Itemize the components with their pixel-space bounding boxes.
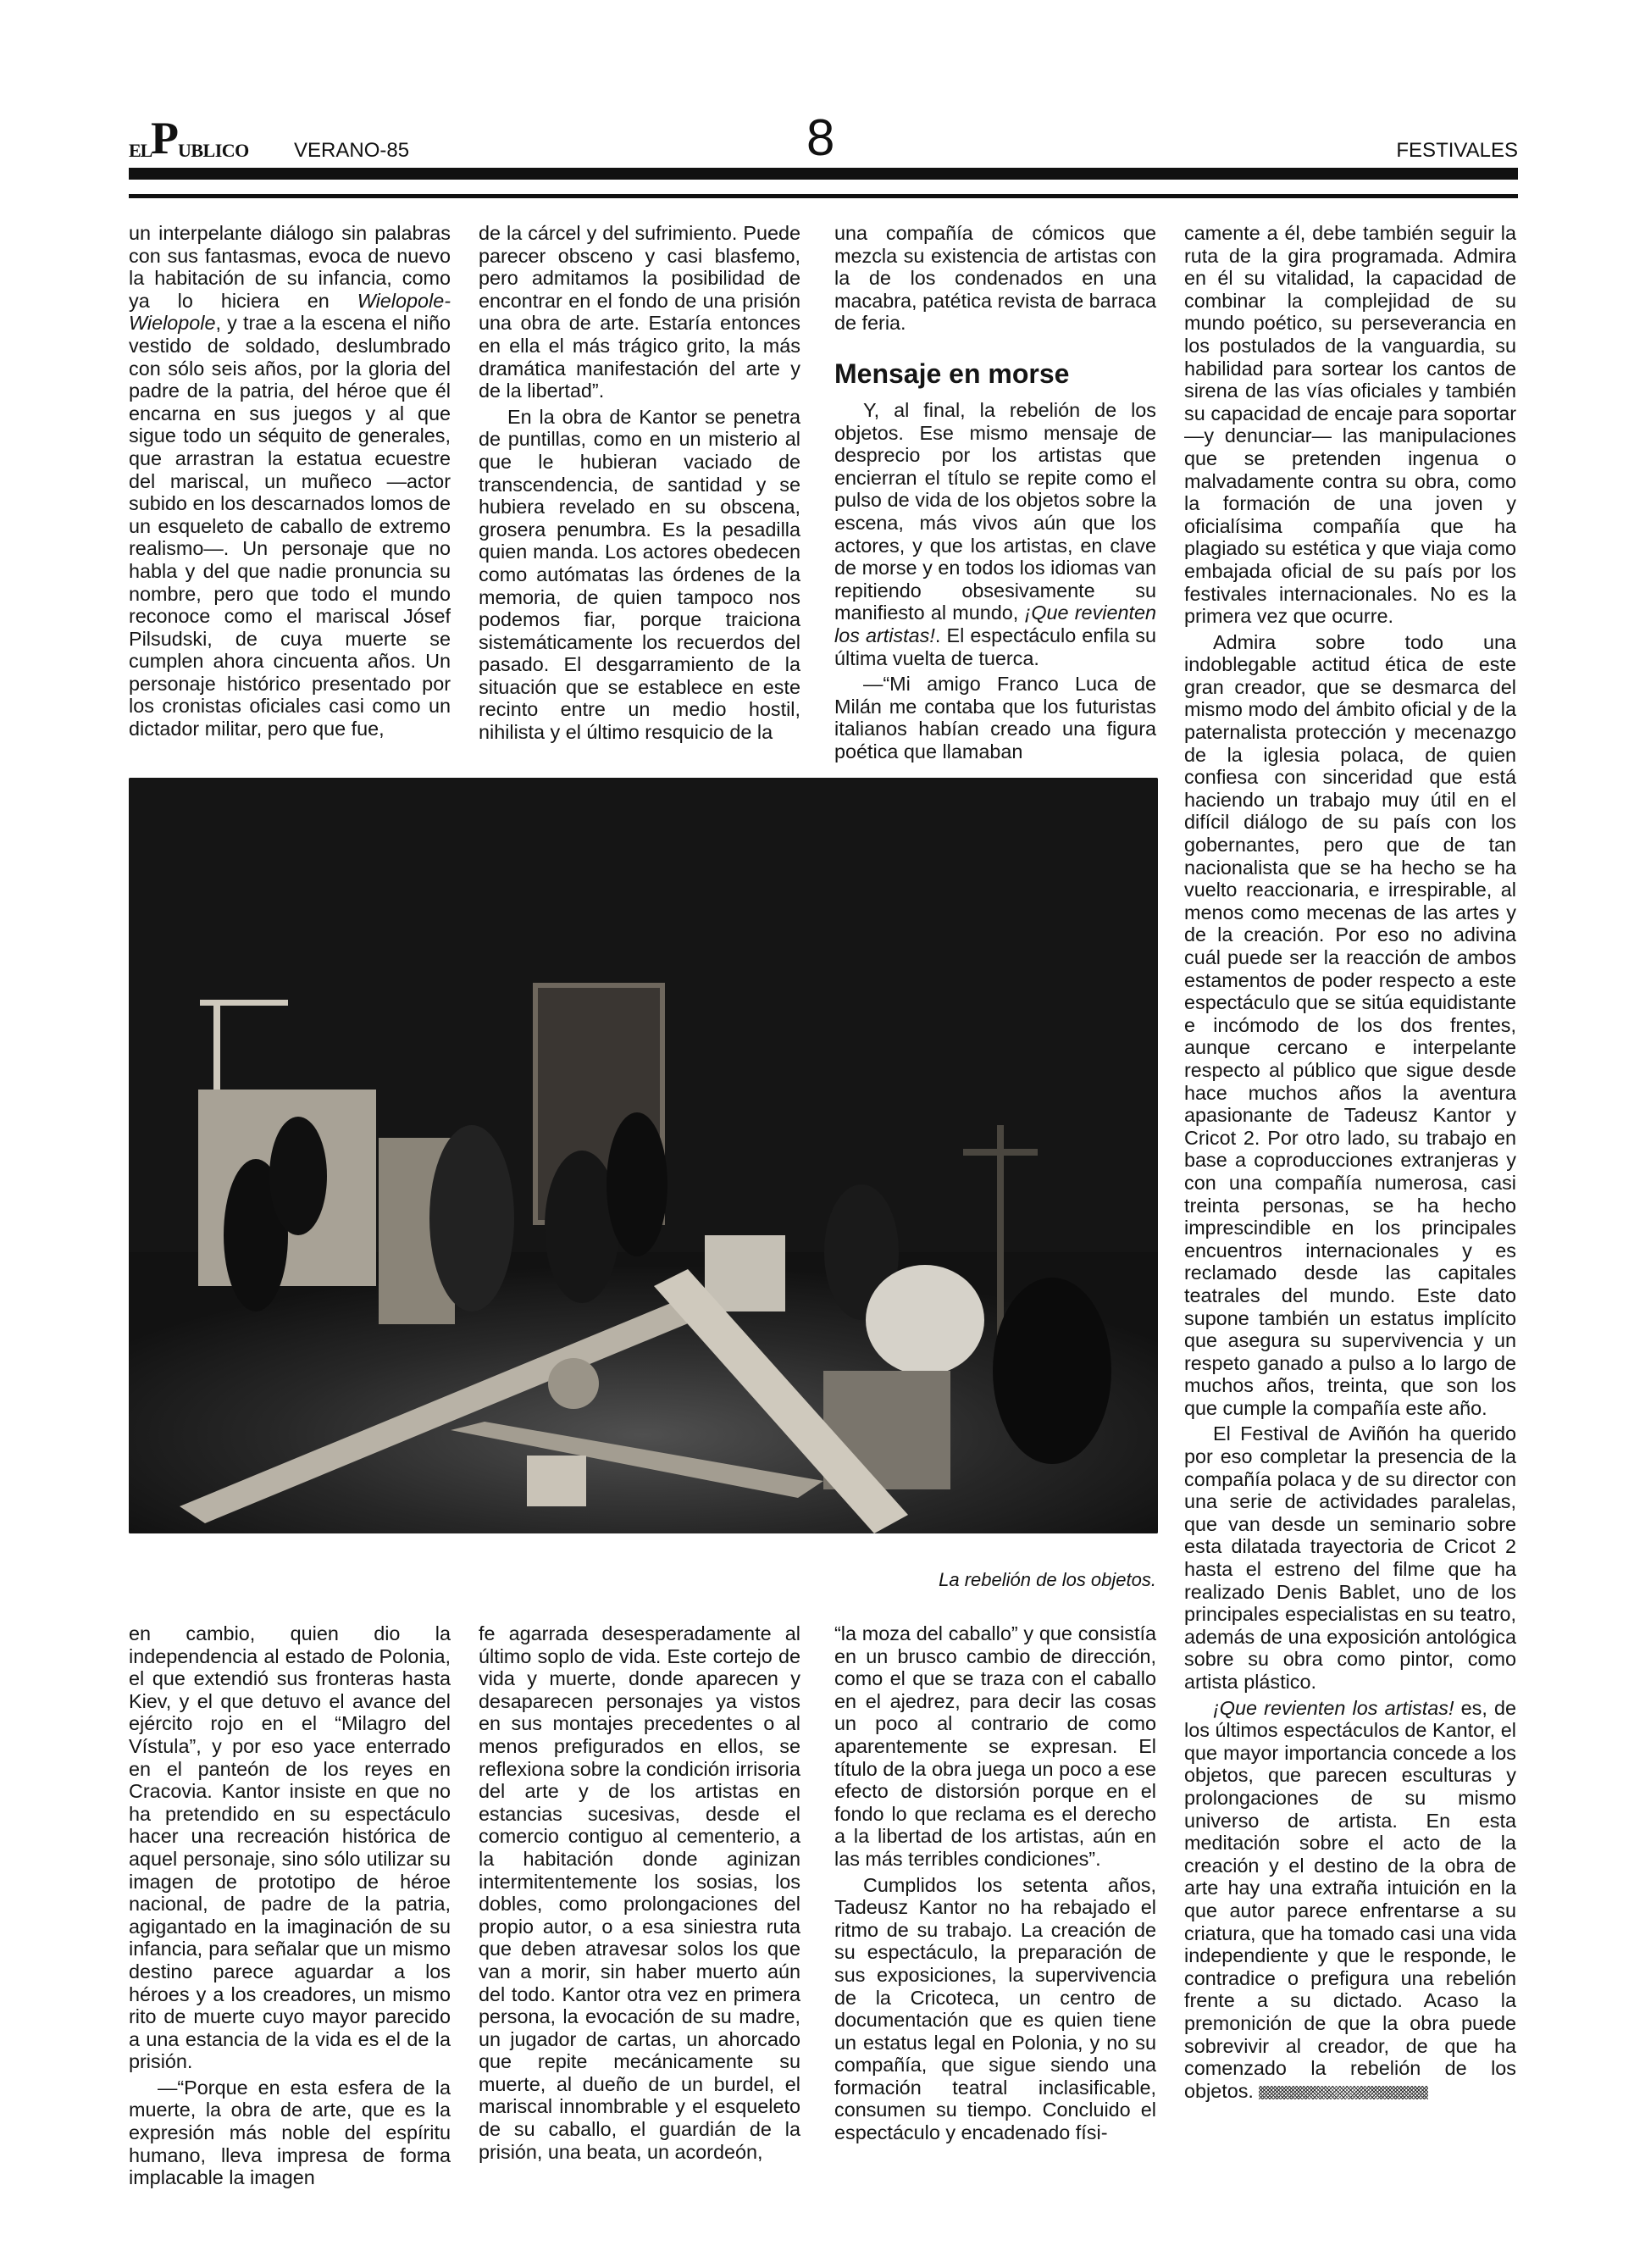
paragraph: Admira sobre todo una indoblegable actitud ética de este gran creador, que se desmarca del mismo modo del ámbito oficial y de la paternalista protección y mecenazgo de la iglesia polaca, de quien confiesa con sinceridad que está haciendo un trabajo muy útil en el difícil diálogo de su país con los gobernantes, pero que de tan nacionalista que se ha hecho se ha vuelto reaccionaria, e irrespirable, al menos como mecenas de las artes y de la creación. Por eso no adivina cuál puede ser la reacción de ambos estamentos de poder respecto a este espectáculo que se sitúa equidistante e incómodo de los dos frentes, aunque cercano e interpelante respecto al público que sigue desde hace muchos años la aventura apasionante de Tadeusz Kantor y Cricot 2. Por otro lado, su trabajo en base a coproducciones extranjeras y con una compañía numerosa, casi treinta personas, se ha hecho imprescindible en los principales encuentros internacionales y es reclamado desde las capitales teatrales del mundo. Este dato supone también un estatus implícito que asegura su supervivencia y un respeto ganado a pulso a lo largo de muchos años, treinta, que son los que cumple la compañía este año. [1184,630,1516,1419]
issue-label: VERANO-85 [294,139,410,162]
paragraph: de la cárcel y del sufrimiento. Puede parecer obsceno y casi blasfemo, pero admitamos la posibilidad de encontrar en el fondo de una prisión una obra de arte. Estaría entonces en ella el más trágico grito, la más dramática manifestación del arte y de la libertad”. [479,222,800,402]
column-1-bottom [129,1622,451,2189]
paragraph: “la moza del caballo” y que consistía en un brusco cambio de dirección, como el que se traza con el caballo en el ajedrez, para decir las cosas un poco al contrario de como aparentemente se expresan. El título de la obra juega un poco a ese efecto de distorsión porque en el fondo lo que reclama es el derecho a la libertad de los artistas, aún en las más terribles condiciones”. [834,1622,1156,1870]
text-run: . El espectáculo enfila su última vuelta de tuerca. [834,624,1157,669]
page-number: 8 [806,109,835,166]
column-2-top [479,222,800,744]
photo-caption: La rebelión de los objetos. [939,1569,1156,1590]
paragraph: —“Porque en esta esfera de la muerte, la obra de arte, que es la expresión más noble del espíritu humano, lleva impresa de forma implacable la imagen [129,2076,451,2189]
end-mark [1259,2086,1428,2099]
paragraph: en cambio, quien dio la independencia al estado de Polonia, el que extendió sus fronteras hasta Kiev, y el que detuvo el avance del ejército rojo en el “Milagro del Vístula”, y por eso yace enterrado en el panteón de los reyes en Cracovia. Kantor insiste en que no ha pretendido en su espectáculo hacer una recreación histórica de aquel personaje, sino sólo utilizar su imagen de prototipo de héroe nacional, de padre de la patria, agigantado en la imaginación de su infancia, para señalar que un mismo destino parece aguardar a los héroes y a los creadores, un mismo rito de muerte cuyo mayor parecido a una estancia de la vida es el de la prisión. [129,1622,451,2073]
text-run: es, de los últimos espectáculos de Kantor, el que mayor importancia concede a los objetos, que parecen esculturas y prolongaciones de su mismo universo de artista. En esta meditación sobre el acto de la creación y el destino de la obra de arte hay una extraña intuición en la que autor parece enfrentarse a su criatura, que ha tomado casi una vida independiente y que le responde, le contradice o prefigura una rebelión frente a su dictado. Acaso la premonición de que la obra puede sobrevivir al creador, de que ha comenzado la rebelión de los objetos. [1184,1696,1517,2102]
paragraph: Cumplidos los setenta años, Tadeusz Kantor no ha rebajado el ritmo de su trabajo. La creación de su espectáculo, la preparación de sus exposiciones, la supervivencia de la Cricoteca, un centro de documentación que es quien tiene un estatus legal en Polonia, y no su compañía, que sigue siendo una formación teatral inclasificable, consumen su tiempo. Concluido el espectáculo y encadenado físi- [834,1873,1156,2144]
text-run: Y, al final, la rebelión de los objetos. Ese mismo mensaje de desprecio por los artistas que encierran el título se repite como el pulso de vida de los objetos sobre la escena, más vivos aún que los actores, y que los artistas, en clave de morse y en todos los idiomas van repitiendo obsesivamente su manifiesto al mundo, [834,398,1156,624]
italic-title: ¡Que revienten los artistas! [1213,1696,1454,1719]
paragraph [834,399,1156,669]
paragraph: fe agarrada desesperadamente al último soplo de vida. Este cortejo de vida y muerte, donde aparecen y desaparecen personajes ya vistos en sus montajes precedentes o al menos prefigurados en ellos, se reflexiona sobre la condición irrisoria del arte y de los artistas en estancias sucesivas, desde el comercio contiguo al cementerio, a la habitación donde aginizan intermitentemente los sosias, los dobles, como prolongaciones del propio autor, o a esa siniestra ruta que deben atravesar solos los que van a morir, sin haber muerto aún del todo. Kantor otra vez en primera persona, la evocación de su madre, un jugador de cartas, un ahorcado que repite mecánicamente su muerte, al dueño de un burdel, el mariscal innombrable y el esqueleto de su caballo, el guardián de la prisión, una beata, un acordeón, [479,1622,800,2163]
subheading: Mensaje en morse [834,358,1070,389]
paragraph: El Festival de Aviñón ha querido por eso completar la presencia de la compañía polaca y de su director con una serie de actividades paralelas, que van desde un seminario sobre esta dilatada trayectoria de Cricot 2 hasta el estreno del filme que ha realizado Denis Bablet, uno de los principales especialistas en su teatro, además de una exposición antológica sobre su obra como pintor, como artista plástico. [1184,1422,1516,1693]
paragraph: En la obra de Kantor se penetra de puntillas, como en un misterio al que le hubieran vaciado de transcendencia, de santidad y se hubiera revelado en su obscena, grosera penumbra. Es la pesadilla quien manda. Los actores obedecen como autómatas las órdenes de la memoria, de quien tampoco nos podemos fiar, porque traiciona sistemáticamente los recuerdos del pasado. El desgarramiento de la situación que se establece en este recinto entre un medio hostil, nihilista y el último resquicio de la [479,405,800,744]
paragraph: camente a él, debe también seguir la ruta de la gira programada. Admira en él su vitalidad, la capacidad de combinar la complejidad de su mundo poético, su perseverancia en los postulados de la vanguardia, su habilidad para sortear los cantos de sirena de las vías oficiales y también su capacidad de encaje para soportar —y denunciar— las manipulaciones que se pretenden ingenua o malvadamente contra su obra, como la formación de una joven y oficialísima compañía que ha plagiado su estética y que viaja como embajada oficial de su país por los festivales internacionales. No es la primera vez que ocurre. [1184,222,1516,628]
paragraph [129,222,451,740]
stage-photo [129,778,1158,1533]
paragraph: —“Mi amigo Franco Luca de Milán me contaba que los futuristas italianos habían creado una figura poética que llamaban [834,673,1156,762]
logo-el: EL [129,140,152,161]
column-2-bottom [479,1622,800,2163]
column-3-top [834,222,1156,762]
paragraph [1184,1697,1516,2103]
logo-ublico: UBLICO [178,140,249,161]
text-run: un interpelante diálogo sin palabras con sus fantasmas, evoca de nuevo la habitación de su infancia, como ya lo hiciera en [129,222,451,312]
header-rule-thin [129,194,1518,198]
column-4 [1184,222,1516,2102]
stage-photo-illustration [129,778,1158,1533]
column-3-bottom [834,1622,1156,2144]
section-label: FESTIVALES [1396,139,1518,162]
publication-logo [129,112,290,164]
text-run: , y trae a la escena el niño vestido de soldado, deslumbrado con sólo seis años, por la gloria del padre de la patria, del héroe que él encarna en sus juegos y al que sigue todo un séquito de generales, que arrastran la estatua ecuestre del mariscal, un muñeco —actor subido en los descarnados lomos de un esqueleto de caballo de extremo realismo—. Un personaje que no habla y del que nadie pronuncia su nombre, pero que todo el mundo reconoce como el mariscal Jósef Pilsudski, de cuya muerte se cumplen ahora cincuenta años. Un personaje histórico presentado por los cronistas oficiales casi como un dictador militar, pero que fue, [129,312,451,740]
masthead [129,109,1518,166]
logo-p: P [151,113,179,164]
italic-title: ¡Que revienten los artistas! [834,602,1156,646]
italic-title: Wielopole-Wielopole [129,289,451,335]
paragraph: una compañía de cómicos que mezcla su existencia de artistas con la de los condenados en una macabra, patética revista de barraca de feria. [834,222,1156,335]
header-rule-thick [129,168,1518,180]
column-1-top [129,222,451,740]
